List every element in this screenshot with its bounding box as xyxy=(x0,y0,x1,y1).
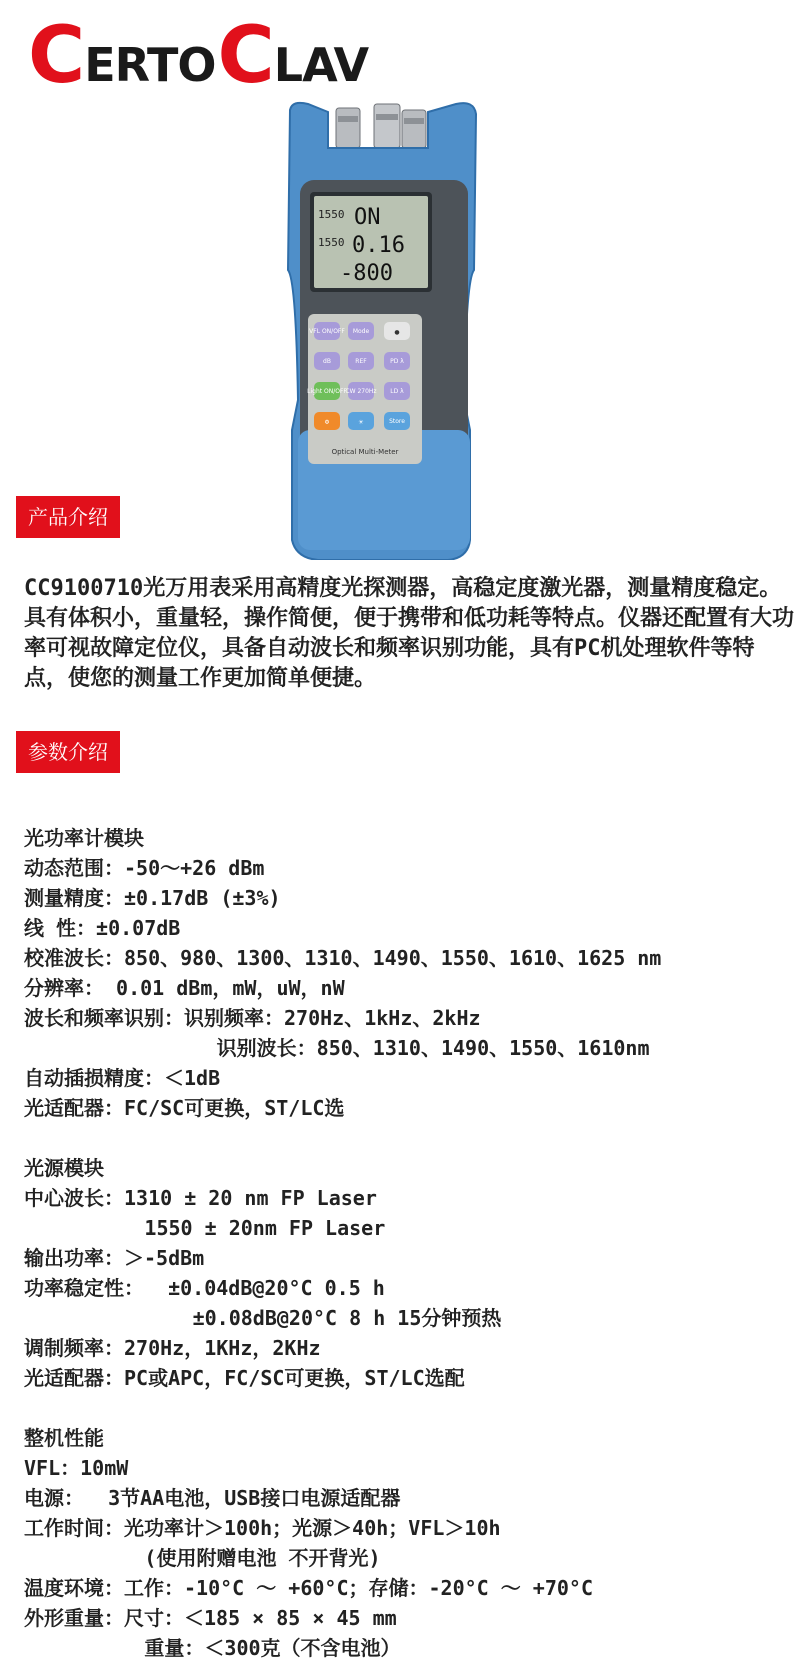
lcd-status: ON xyxy=(354,205,381,230)
logo-part-lav: LAV xyxy=(273,38,369,92)
spec-line: 识别波长：850、1310、1490、1550、1610nm xyxy=(24,1036,650,1060)
spec-line: 功率稳定性： ±0.04dB@20°C 0.5 h xyxy=(24,1276,385,1300)
logo-part-erto: ERTO xyxy=(84,38,216,92)
spec-line: 线 性：±0.07dB xyxy=(24,916,181,940)
device-model-label: Optical Multi-Meter xyxy=(331,448,399,456)
spec-line: 电源： 3节AA电池，USB接口电源适配器 xyxy=(24,1486,401,1510)
spec-line: 重量：＜300克（不含电池） xyxy=(24,1636,401,1660)
logo-letter-c2: C xyxy=(217,11,274,101)
spec-line: 光适配器：FC/SC可更换，ST/LC选 xyxy=(24,1096,345,1120)
fiber-connectors xyxy=(336,104,426,148)
spec-line: 动态范围：-50～+26 dBm xyxy=(24,856,265,880)
section-tag-specs: 参数介绍 xyxy=(16,731,120,773)
key-cw: CW 270Hz xyxy=(345,388,377,395)
spec-line: (使用附赠电池 不开背光) xyxy=(24,1546,381,1570)
spec-line: 光源模块 xyxy=(24,1156,104,1180)
spec-line: 光适配器：PC或APC，FC/SC可更换，ST/LC选配 xyxy=(24,1366,465,1390)
spec-line: 1550 ± 20nm FP Laser xyxy=(24,1216,386,1240)
spec-line: 自动插损精度：＜1dB xyxy=(24,1066,221,1090)
spec-line: 中心波长：1310 ± 20 nm FP Laser xyxy=(24,1186,377,1210)
key-power-dot: ● xyxy=(394,329,400,336)
key-light: Light ON/OFF xyxy=(307,388,347,395)
key-vfl: VFL ON/OFF xyxy=(309,328,345,335)
spec-line: 工作时间：光功率计＞100h；光源＞40h；VFL＞10h xyxy=(24,1516,501,1540)
lcd-value: 0.16 xyxy=(352,233,405,258)
spec-line: 调制频率：270Hz，1KHz，2KHz xyxy=(24,1336,321,1360)
spec-line: 分辨率： 0.01 dBm，mW，uW，nW xyxy=(24,976,345,1000)
spec-line: 波长和频率识别：识别频率：270Hz、1kHz、2kHz xyxy=(24,1006,481,1030)
spec-list xyxy=(24,823,794,1663)
product-image-optical-multimeter xyxy=(278,100,498,560)
spec-line: 校准波长：850、980、1300、1310、1490、1550、1610、1625 nm xyxy=(24,946,662,970)
spec-line: VFL：10mW xyxy=(24,1456,129,1480)
spec-line: 整机性能 xyxy=(24,1426,104,1450)
key-db: dB xyxy=(323,358,331,365)
product-intro-text: CC9100710光万用表采用高精度光探测器，高稳定度激光器，测量精度稳定。具有体积小，重量轻，操作简便，便于携带和低功耗等特点。仪器还配置有大功率可视故障定位仪，具备自动波长和频率识别功能，具有PC机处理软件等特点，使您的测量工作更加简单便捷。 xyxy=(24,576,795,691)
key-mode: Mode xyxy=(352,328,370,335)
lcd-wavelength-1: 1550 xyxy=(318,208,345,221)
key-backlight: ☀ xyxy=(358,419,364,426)
key-store: Store xyxy=(389,418,405,425)
spec-spacer xyxy=(24,1393,794,1423)
spec-spacer xyxy=(24,1123,794,1153)
brand-logo xyxy=(28,11,370,101)
key-ref: REF xyxy=(355,358,367,365)
lcd-power: -800 xyxy=(340,261,393,286)
spec-line: ±0.08dB@20°C 8 h 15分钟预热 xyxy=(24,1306,502,1330)
key-power: Φ xyxy=(324,419,330,426)
key-pd: PD λ xyxy=(390,358,404,365)
lcd-wavelength-2: 1550 xyxy=(318,236,345,249)
spec-line: 外形重量：尺寸：＜185 × 85 × 45 mm xyxy=(24,1606,397,1630)
spec-line: 温度环境：工作：-10°C ～ +60°C；存储：-20°C ～ +70°C xyxy=(24,1576,593,1600)
spec-line: 测量精度：±0.17dB (±3%) xyxy=(24,886,281,910)
spec-line: 输出功率：＞-5dBm xyxy=(24,1246,205,1270)
spec-line: 光功率计模块 xyxy=(24,826,144,850)
logo-letter-c1: C xyxy=(28,11,85,101)
key-ld: LD λ xyxy=(390,388,404,395)
section-tag-product-intro: 产品介绍 xyxy=(16,496,120,538)
